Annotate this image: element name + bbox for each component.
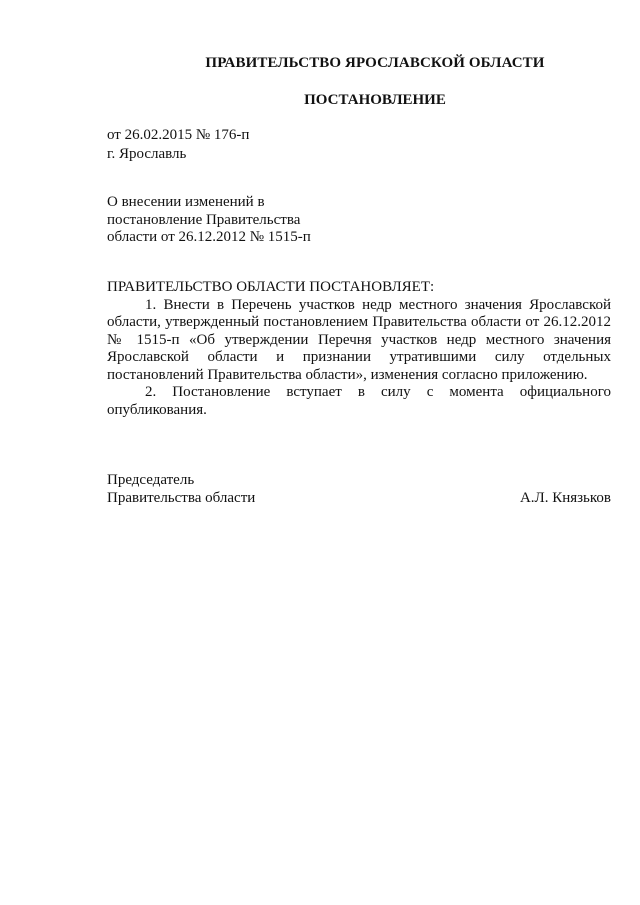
signatory-name: А.Л. Князьков [519,489,611,506]
subject-line: постановление Правительства [107,211,301,228]
city: г. Ярославль [107,146,187,162]
body-paragraph-1: 1. Внести в Перечень участков недр местного значения Ярославской области, утвержденный постановлением Правительства области от 26.12.2012 № 1515-п «Об утверждении Перечня участков недр местного значения Ярославской области и признании утратившими силу отдельных постановлений Правительства области», изменения согласно приложению. [107,296,611,383]
signature-block [107,472,611,507]
document-subject [107,194,311,247]
organization-title: ПРАВИТЕЛЬСТВО ЯРОСЛАВСКОЙ ОБЛАСТИ [205,55,545,71]
document-type-title: ПОСТАНОВЛЕНИЕ [304,92,446,108]
signatory-position-line1: Председатель [107,472,195,488]
signatory-position-line2: Правительства области [107,489,256,506]
document-body [107,279,611,419]
decree-heading: ПРАВИТЕЛЬСТВО ОБЛАСТИ ПОСТАНОВЛЯЕТ: [107,279,435,295]
subject-line: О внесении изменений в [107,194,265,210]
document-meta [107,126,249,164]
body-paragraph-2: 2. Постановление вступает в силу с момента официального опубликования. [107,384,611,418]
subject-line: области от 26.12.2012 № 1515-п [107,229,311,245]
date-number: от 26.02.2015 № 176-п [107,127,250,143]
signature-row [107,490,611,508]
